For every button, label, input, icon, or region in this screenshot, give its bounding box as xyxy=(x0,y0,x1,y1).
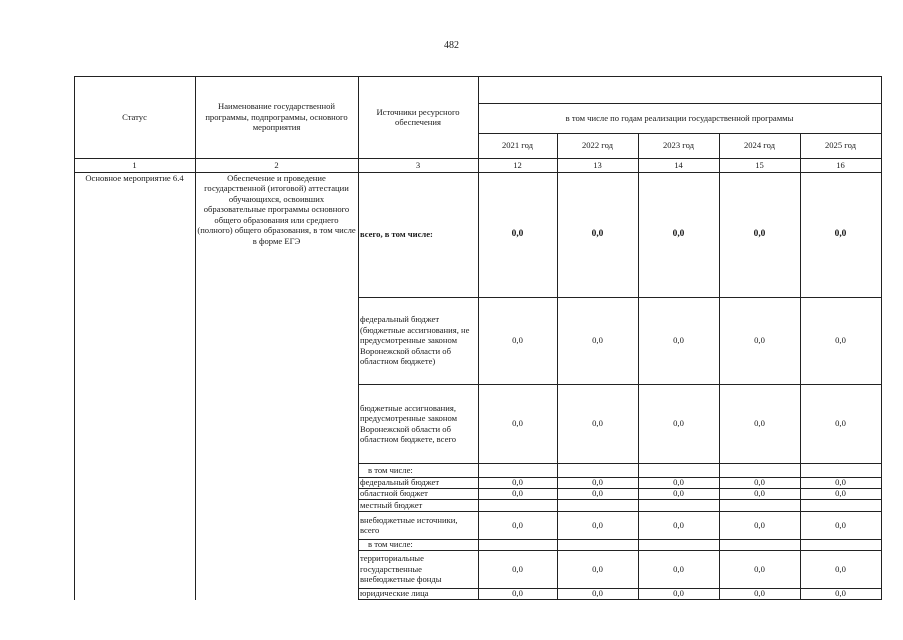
row-value xyxy=(478,499,557,511)
row-source-label: в том числе: xyxy=(368,539,413,550)
row-source-label: всего, в том числе: xyxy=(360,229,433,240)
row-source-label: юридические лица xyxy=(360,588,429,599)
row-value xyxy=(478,539,557,550)
row-value: 0,0 xyxy=(673,563,684,574)
row-source-label: федеральный бюджет (бюджетные ассигнования, не предусмотренные законом Воронежской области об областном бюджете) xyxy=(360,314,470,367)
row-value: 0,0 xyxy=(512,477,523,488)
row-value: 0,0 xyxy=(511,228,524,239)
row-value: 0,0 xyxy=(512,588,523,599)
row-value: 0,0 xyxy=(753,228,766,239)
header-year: 2023 год xyxy=(662,140,695,151)
row-value: 0,0 xyxy=(754,335,765,346)
page-number: 482 xyxy=(444,40,459,51)
row-value xyxy=(800,463,881,477)
row-value: 0,0 xyxy=(591,228,604,239)
row-value: 0,0 xyxy=(592,477,603,488)
row-value: 0,0 xyxy=(835,477,846,488)
row-value: 0,0 xyxy=(512,563,523,574)
header-year: 2024 год xyxy=(743,140,776,151)
table-border xyxy=(881,76,882,600)
row-value: 0,0 xyxy=(754,588,765,599)
row-value: 0,0 xyxy=(512,335,523,346)
row-value: 0,0 xyxy=(754,519,765,530)
row-source-label: областной бюджет xyxy=(360,488,428,499)
header-status: Статус xyxy=(122,111,147,122)
row-source-label: бюджетные ассигнования, предусмотренные законом Воронежской области об областном бюджете, всего xyxy=(360,402,458,444)
row-value: 0,0 xyxy=(592,488,603,499)
column-number: 16 xyxy=(836,159,845,170)
row-value xyxy=(557,539,638,550)
column-number: 15 xyxy=(755,159,764,170)
row-value: 0,0 xyxy=(835,418,846,429)
header-by-years: в том числе по годам реализации государственной программы xyxy=(565,112,794,123)
row-value: 0,0 xyxy=(512,488,523,499)
row-value xyxy=(638,463,719,477)
row-value xyxy=(638,539,719,550)
row-value: 0,0 xyxy=(673,519,684,530)
row-value: 0,0 xyxy=(592,588,603,599)
row-value xyxy=(800,499,881,511)
row-value: 0,0 xyxy=(512,418,523,429)
row-source-label: местный бюджет xyxy=(360,499,423,510)
column-number: 14 xyxy=(674,159,683,170)
header-year: 2022 год xyxy=(581,140,614,151)
row-value: 0,0 xyxy=(754,563,765,574)
row-value xyxy=(800,539,881,550)
row-value xyxy=(719,539,800,550)
table-border-bottom xyxy=(358,599,882,600)
row-value xyxy=(719,463,800,477)
row-source-label: территориальные государственные внебюджетные фонды xyxy=(360,553,442,585)
row-value: 0,0 xyxy=(592,563,603,574)
row-value xyxy=(638,499,719,511)
row-value: 0,0 xyxy=(673,477,684,488)
row-value: 0,0 xyxy=(834,228,847,239)
column-number: 13 xyxy=(593,159,602,170)
row-value: 0,0 xyxy=(754,418,765,429)
header-program-name: Наименование государственной программы, подпрограммы, основного мероприятия xyxy=(205,101,348,133)
row-source-label: внебюджетные источники, всего xyxy=(360,514,458,535)
row-value: 0,0 xyxy=(835,519,846,530)
row-value xyxy=(557,499,638,511)
row-source-label: в том числе: xyxy=(368,464,413,475)
row-value: 0,0 xyxy=(592,418,603,429)
row-value xyxy=(719,499,800,511)
row-value xyxy=(478,463,557,477)
row-value: 0,0 xyxy=(673,335,684,346)
row-value: 0,0 xyxy=(835,335,846,346)
measure-name: Обеспечение и проведение государственной (итоговой) аттестации обучающихся, освоивших образовательные программы основного общего образования или среднего (полного) общего образования, в том числе в форме ЕГЭ xyxy=(197,173,356,246)
header-sources: Источники ресурсного обеспечения xyxy=(376,106,460,127)
column-number: 2 xyxy=(274,159,279,170)
row-value: 0,0 xyxy=(672,228,685,239)
row-source-label: федеральный бюджет xyxy=(360,477,440,488)
row-value: 0,0 xyxy=(673,418,684,429)
row-value: 0,0 xyxy=(592,335,603,346)
column-number: 1 xyxy=(132,159,137,170)
header-year: 2021 год xyxy=(501,140,534,151)
row-value: 0,0 xyxy=(754,477,765,488)
row-value: 0,0 xyxy=(754,488,765,499)
row-value: 0,0 xyxy=(835,488,846,499)
row-value: 0,0 xyxy=(673,588,684,599)
row-value: 0,0 xyxy=(673,488,684,499)
row-value: 0,0 xyxy=(835,563,846,574)
column-number: 12 xyxy=(513,159,522,170)
row-value xyxy=(557,463,638,477)
row-value: 0,0 xyxy=(592,519,603,530)
header-year: 2025 год xyxy=(824,140,857,151)
column-number: 3 xyxy=(415,159,421,170)
measure-status: Основное мероприятие 6.4 xyxy=(85,173,184,183)
row-value: 0,0 xyxy=(512,519,523,530)
row-value: 0,0 xyxy=(835,588,846,599)
